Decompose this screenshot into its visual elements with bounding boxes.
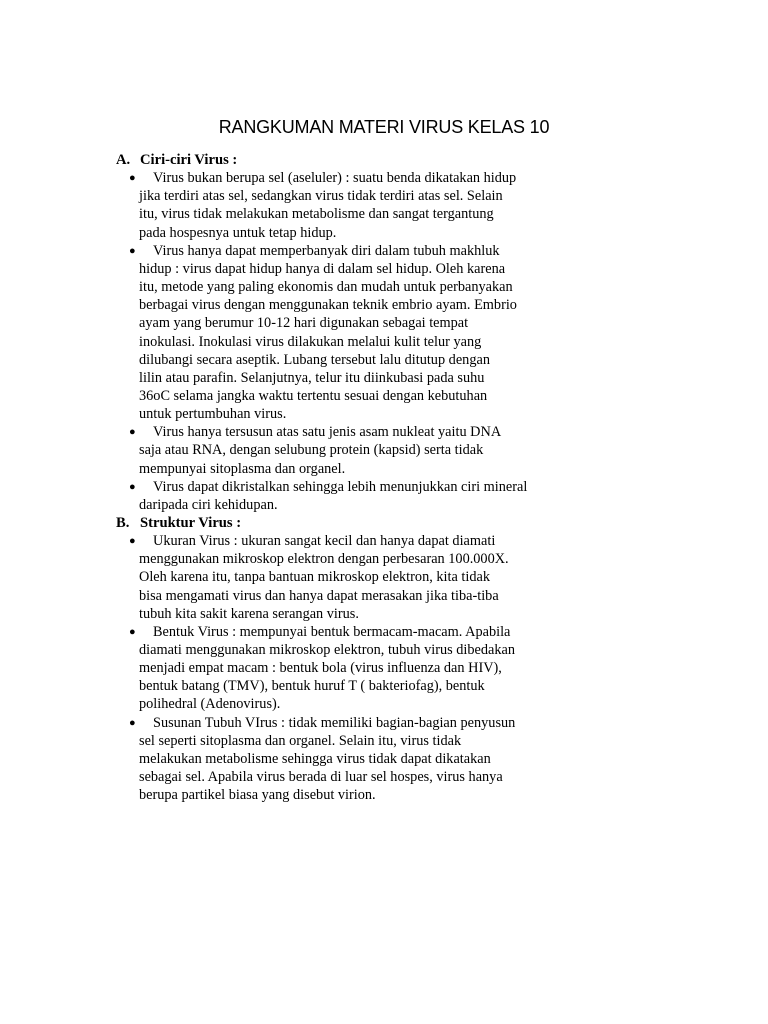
- item-text-line: 36oC selama jangka waktu tertentu sesuai dengan kebutuhan: [139, 387, 488, 404]
- item-text-line: mempunyai sitoplasma dan organel.: [139, 460, 346, 477]
- document-title: RANGKUMAN MATERI VIRUS KELAS 10: [218, 117, 550, 137]
- list-item: [129, 478, 569, 514]
- bullet-icon: ●: [129, 716, 136, 729]
- item-text-line: dilubangi secara aseptik. Lubang tersebut lalu ditutup dengan: [139, 351, 490, 368]
- item-text-line: Virus dapat dikristalkan sehingga lebih menunjukkan ciri mineral: [153, 478, 528, 495]
- item-text-line: menjadi empat macam : bentuk bola (virus influenza dan HIV),: [139, 660, 502, 677]
- list-item: [129, 242, 569, 424]
- item-text-line: sebagai sel. Apabila virus berada di luar sel hospes, virus hanya: [139, 769, 503, 786]
- bullet-icon: ●: [129, 244, 136, 257]
- item-text-line: inokulasi. Inokulasi virus dilakukan melalui kulit telur yang: [139, 333, 482, 350]
- item-text-line: melakukan metabolisme sehingga virus tidak dapat dikatakan: [139, 750, 491, 767]
- bullet-icon: ●: [129, 172, 136, 185]
- section-heading: [116, 514, 241, 532]
- item-text-line: daripada ciri kehidupan.: [139, 496, 278, 513]
- item-text-line: diamati menggunakan mikroskop elektron, tubuh virus dibedakan: [139, 642, 516, 659]
- section-letter: A.: [116, 152, 131, 168]
- bullet-icon: ●: [129, 480, 136, 493]
- item-text-line: itu, metode yang paling ekonomis dan mudah untuk perbanyakan: [139, 279, 513, 296]
- item-text-line: bentuk batang (TMV), bentuk huruf T ( bakteriofag), bentuk: [139, 678, 485, 695]
- item-text-line: jika terdiri atas sel, sedangkan virus tidak terdiri atas sel. Selain: [139, 188, 503, 205]
- item-text-line: Virus hanya tersusun atas satu jenis asam nukleat yaitu DNA: [153, 424, 502, 441]
- list-item: [129, 714, 569, 805]
- item-text-line: bisa mengamati virus dan hanya dapat merasakan jika tiba-tiba: [139, 587, 499, 604]
- section-heading: [116, 151, 237, 169]
- bullet-icon: ●: [129, 426, 136, 439]
- section-heading-text: Ciri-ciri Virus :: [140, 152, 238, 168]
- list-item: [129, 423, 569, 477]
- item-text-line: Virus bukan berupa sel (aseluler) : suatu benda dikatakan hidup: [153, 170, 517, 187]
- item-text-line: polihedral (Adenovirus).: [139, 696, 281, 713]
- item-text-line: tubuh kita sakit karena serangan virus.: [139, 605, 359, 622]
- list-item: [129, 532, 569, 623]
- item-text-line: Virus hanya dapat memperbanyak diri dalam tubuh makhluk: [153, 242, 500, 259]
- bullet-icon: ●: [129, 625, 136, 638]
- section-heading-text: Struktur Virus :: [140, 515, 242, 531]
- item-text-line: hidup : virus dapat hidup hanya di dalam sel hidup. Oleh karena: [139, 260, 506, 277]
- item-text-line: saja atau RNA, dengan selubung protein (kapsid) serta tidak: [139, 442, 484, 459]
- list-item: [129, 623, 569, 714]
- item-text-line: Ukuran Virus : ukuran sangat kecil dan hanya dapat diamati: [153, 533, 496, 550]
- item-text-line: itu, virus tidak melakukan metabolisme dan sangat tergantung: [139, 206, 494, 223]
- section-letter: B.: [116, 515, 130, 531]
- item-text-line: pada hospesnya untuk tetap hidup.: [139, 224, 337, 241]
- item-text-line: ayam yang berumur 10-12 hari digunakan sebagai tempat: [139, 315, 469, 332]
- item-text-line: menggunakan mikroskop elektron dengan perbesaran 100.000X.: [139, 551, 509, 568]
- item-text-line: berupa partikel biasa yang disebut virion.: [139, 787, 376, 804]
- bullet-icon: ●: [129, 535, 136, 548]
- item-text-line: sel seperti sitoplasma dan organel. Selain itu, virus tidak: [139, 732, 462, 749]
- item-text-line: Susunan Tubuh VIrus : tidak memiliki bagian-bagian penyusun: [153, 714, 516, 731]
- item-text-line: untuk pertumbuhan virus.: [139, 406, 287, 423]
- list-item: [129, 169, 569, 242]
- item-text-line: Bentuk Virus : mempunyai bentuk bermacam-macam. Apabila: [153, 623, 511, 640]
- item-text-line: lilin atau parafin. Selanjutnya, telur itu diinkubasi pada suhu: [139, 369, 485, 386]
- item-text-line: Oleh karena itu, tanpa bantuan mikroskop elektron, kita tidak: [139, 569, 490, 586]
- item-text-line: berbagai virus dengan menggunakan teknik embrio ayam. Embrio: [139, 297, 517, 314]
